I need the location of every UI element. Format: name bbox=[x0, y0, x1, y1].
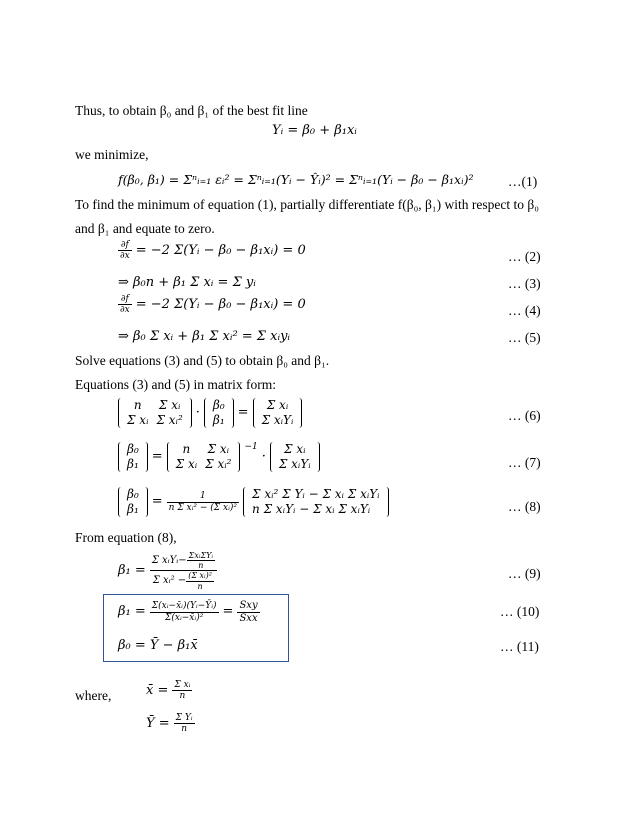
deviation-fraction: $\frac{\text{Σ(xᵢ−x̄ᵢ)(Yᵢ−Ȳᵢ)}}{\text{Σ(xᵢ−x̄ᵢ)²}}$ bbox=[151, 601, 217, 623]
determinant-fraction: $\frac{1}{\text{n Σ xᵢ² − (Σ xᵢ)²}}$ bbox=[168, 491, 238, 513]
matrix-c: Σ xᵢ Σ xᵢYᵢ bbox=[253, 398, 303, 428]
equation-2-rhs: = −2 Σ(Yᵢ − β₀ − β₁xᵢ) = 0 bbox=[135, 243, 306, 259]
matrix-form-text: Equations (3) and (5) in matrix form: bbox=[75, 377, 276, 392]
paragraph-line-1: To find the minimum of equation (1), partially differentiate f(β₀, β₁) with respect to β₀ bbox=[75, 197, 539, 212]
solve-text: Solve equations (3) and (5) to obtain β₀ and β₁. bbox=[75, 353, 330, 368]
equation-1: f(β₀, β₁) = Σⁿᵢ₌₁ εᵢ² = Σⁿᵢ₌₁(Yᵢ − Ŷᵢ)² = Σⁿᵢ₌₁(Yᵢ − β₀ − β₁xᵢ)² bbox=[118, 172, 474, 187]
equation-11-number: … (11) bbox=[500, 639, 539, 654]
xbar-definition: x̄ = $\frac{\text{Σ xᵢ}}{n}$ bbox=[146, 680, 191, 702]
matrix-a: n Σ xᵢ Σ xᵢ Σ xᵢ² bbox=[167, 442, 241, 472]
equation-4-number: … (4) bbox=[508, 303, 541, 318]
matrix-equation-6: n Σ xᵢ Σ xᵢ Σ xᵢ² · β₀ β₁ = Σ xᵢ Σ xᵢYᵢ bbox=[118, 398, 302, 428]
equation-9-number: … (9) bbox=[508, 566, 541, 581]
intro-text: Thus, to obtain β₀ and β₁ of the best fit line bbox=[75, 103, 308, 118]
paragraph-line-2: and β₁ and equate to zero. bbox=[75, 221, 215, 236]
equation-11: β₀ = Ȳ − β₁x̄ bbox=[118, 638, 198, 653]
covariance-fraction: $\frac{\text{Sxy}}{\text{Sxx}}$ bbox=[239, 600, 258, 624]
equation-2-number: … (2) bbox=[508, 249, 541, 264]
inverse-exponent: −1 bbox=[244, 442, 258, 452]
equation-5: ⇒ β₀ Σ xᵢ + β₁ Σ xᵢ² = Σ xᵢyᵢ bbox=[118, 329, 291, 344]
equation-6-number: … (6) bbox=[508, 408, 541, 423]
from-equation-text: From equation (8), bbox=[75, 530, 177, 545]
equation-5-number: … (5) bbox=[508, 330, 541, 345]
matrix-beta: β₀ β₁ bbox=[118, 442, 148, 472]
equation-3-number: … (3) bbox=[508, 276, 541, 291]
beta1-fraction: Σ xᵢYᵢ− $\frac{\text{ΣxᵢΣYᵢ}}{n}$ Σ xᵢ² − $\frac{\text{(Σ xᵢ)²}}{n}$ bbox=[150, 551, 217, 591]
equation-10-number: … (10) bbox=[500, 604, 540, 619]
equation-10: β₁ = $\frac{\text{Σ(xᵢ−x̄ᵢ)(Yᵢ−Ȳᵢ)}}{\text{Σ(xᵢ−x̄ᵢ)²}}$ = $\frac{\text{Sxy}}{\text{Sxx}}$ bbox=[118, 600, 258, 624]
matrix-c: Σ xᵢ Σ xᵢYᵢ bbox=[270, 442, 320, 472]
partial-derivative: $\frac{\partial f}{\partial x}$ bbox=[120, 240, 130, 262]
equation-3: ⇒ β₀n + β₁ Σ xᵢ = Σ yᵢ bbox=[118, 275, 256, 290]
matrix-a: n Σ xᵢ Σ xᵢ Σ xᵢ² bbox=[118, 398, 192, 428]
equation-1-number: …(1) bbox=[508, 174, 538, 189]
ybar-definition: Ȳ = $\frac{\text{Σ Yᵢ}}{n}$ bbox=[146, 713, 193, 735]
equation-4-rhs: = −2 Σ(Yᵢ − β₀ − β₁xᵢ) = 0 bbox=[135, 297, 306, 313]
minimize-text: we minimize, bbox=[75, 147, 149, 162]
matrix-equation-7: β₀ β₁ = n Σ xᵢ Σ xᵢ Σ xᵢ² −1 · Σ xᵢ Σ xᵢYᵢ bbox=[118, 442, 320, 472]
equation-2 bbox=[118, 240, 306, 262]
matrix-beta: β₀ β₁ bbox=[118, 487, 148, 517]
matrix-result: Σ xᵢ² Σ Yᵢ − Σ xᵢ Σ xᵢYᵢ n Σ xᵢYᵢ − Σ xᵢ Σ xᵢYᵢ bbox=[243, 487, 389, 517]
equation-line: Yᵢ = β₀ + β₁xᵢ bbox=[272, 123, 357, 138]
matrix-beta: β₀ β₁ bbox=[204, 398, 234, 428]
equation-4 bbox=[118, 294, 306, 316]
equation-9: β₁ = Σ xᵢYᵢ− $\frac{\text{ΣxᵢΣYᵢ}}{n}$ Σ xᵢ² − $\frac{\text{(Σ xᵢ)²}}{n}$ bbox=[118, 551, 217, 591]
equation-7-number: … (7) bbox=[508, 455, 541, 470]
partial-derivative: $\frac{\partial f}{\partial x}$ bbox=[120, 294, 130, 316]
where-text: where, bbox=[75, 688, 112, 703]
equation-8-number: … (8) bbox=[508, 499, 541, 514]
matrix-equation-8: β₀ β₁ = $\frac{1}{\text{n Σ xᵢ² − (Σ xᵢ)²}}$ Σ xᵢ² Σ Yᵢ − Σ xᵢ Σ xᵢYᵢ n Σ xᵢYᵢ − Σ xᵢ Σ xᵢYᵢ bbox=[118, 487, 389, 517]
